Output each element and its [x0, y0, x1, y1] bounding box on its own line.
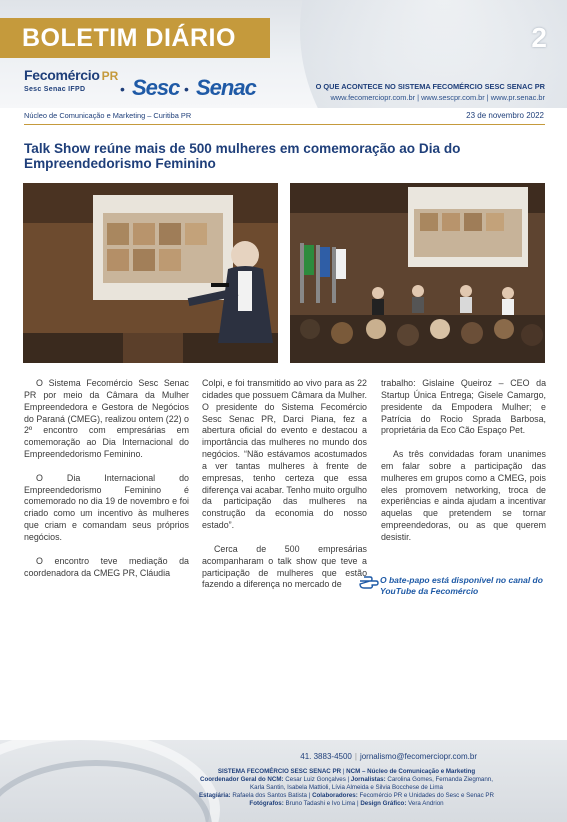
paragraph: trabalho: Gislaine Queiroz – CEO da Startup Única Entrega; Gisele Camargo, presidente da Empodera Mulher; e Patrícia do Rocio Sprada Barbosa, proprietária da Eco Cão Espaço Pet.	[381, 378, 546, 436]
credits-line: Estagiária: Rafaela dos Santos Batista | Colaboradores: Fecomércio PR e Unidades do Sesc e Senac PR	[198, 792, 495, 799]
website-links[interactable]: www.fecomerciopr.com.br | www.sescpr.com.br | www.pr.senac.br	[330, 93, 545, 102]
youtube-callout[interactable]: O bate-papo está disponível no canal do YouTube da Fecomércio	[380, 575, 543, 596]
logo-separator: •	[120, 81, 125, 97]
photo-panel	[290, 183, 545, 363]
contact-email[interactable]: jornalismo@fecomerciopr.com.br	[359, 752, 477, 761]
logo-strip	[24, 67, 264, 101]
credits-line: Karla Santin, Isabela Mattioli, Lívia Almeida e Silvia Bocchese de Lima	[250, 784, 443, 791]
sesc-logo: Sesc	[132, 75, 180, 100]
paragraph: O Dia Internacional do Empreendedorismo Feminino é comemorado no dia 19 de novembro e foi criado como um incentivo às mulheres que criam e comandam seus próprios negócios.	[24, 472, 189, 542]
newsletter-title: BOLETIM DIÁRIO	[0, 18, 270, 58]
tagline-text: O QUE ACONTECE NO SISTEMA FECOMÉRCIO SESC SENAC PR	[315, 82, 545, 91]
fecomercio-logo: Fecomércio PR Sesc Senac IFPD	[24, 67, 119, 93]
senac-logo: Senac	[196, 75, 256, 100]
page-number: 2	[531, 22, 547, 53]
article-column-1	[24, 378, 189, 591]
paragraph: O encontro teve mediação da coordenadora da CMEG PR, Cláudia	[24, 555, 189, 578]
pointing-hand-icon	[358, 573, 380, 591]
credits-line: Fotógrafos: Bruno Tadashi e Ivo Lima | Design Gráfico: Vera Andrion	[249, 800, 444, 807]
article-column-2	[202, 378, 367, 603]
issue-date: 23 de novembro 2022	[466, 111, 544, 120]
meta-line	[24, 111, 544, 120]
contact-phone[interactable]: 41. 3883-4500	[300, 752, 352, 761]
paragraph: As três convidadas foram unanimes em falar sobre a participação das mulheres em grupos como a CMEG, pois eles promovem networking, troca de experiências e ainda ajudam a incentivar aquelas que pretendem se tornar empreendedoras, ou as que querem desistir.	[381, 449, 546, 542]
photo-speaker	[23, 183, 278, 363]
department-label: Núcleo de Comunicação e Marketing – Curitiba PR	[24, 111, 192, 120]
paragraph: O Sistema Fecomércio Sesc Senac PR por meio da Câmara da Mulher Empreendedora e Gestora de Negócios do Paraná (CMEG), realizou ontem (22) o 2º encontro com empresárias em comemoração ao Dia Internacional do Empreendedorismo Feminino.	[24, 378, 189, 460]
article-headline: Talk Show reúne mais de 500 mulheres em comemoração ao Dia do Empreendedorismo Feminino	[24, 141, 461, 171]
footer-contact: 41. 3883-4500 | jornalismo@fecomerciopr.com.br	[300, 752, 477, 761]
tagline	[316, 81, 545, 103]
header-divider	[24, 124, 545, 125]
credits-line: Coordenador Geral do NCM: Cesar Luiz Gonçalves | Jornalistas: Carolina Gomes, Fernanda Ziegmann,	[200, 776, 493, 783]
paragraph: Cerca de 500 empresárias acompanharam o talk show que teve a participação de mulheres que estão fazendo a diferença no mercado de	[202, 543, 367, 590]
paragraph: Colpi, e foi transmitido ao vivo para as 22 cidades que possuem Câmara da Mulher. O presidente do Sistema Fecomércio Sesc Senac PR, Darci Piana, fez a abertura oficial do evento e destacou a importância das mulheres no mundo dos negócios. “Não estávamos acostumados a ver tantas mulheres à frente de empresas, tenho certeza que essa diferença vai acabar. Tenho muito orgulho da participação das mulheres na construção da economia do nosso estado”.	[202, 378, 367, 531]
credits	[160, 768, 533, 808]
article-column-3	[381, 378, 546, 556]
credits-line: SISTEMA FECOMÉRCIO SESC SENAC PR | NCM – Núcleo de Comunicação e Marketing	[217, 768, 476, 775]
logo-separator: •	[184, 81, 189, 97]
